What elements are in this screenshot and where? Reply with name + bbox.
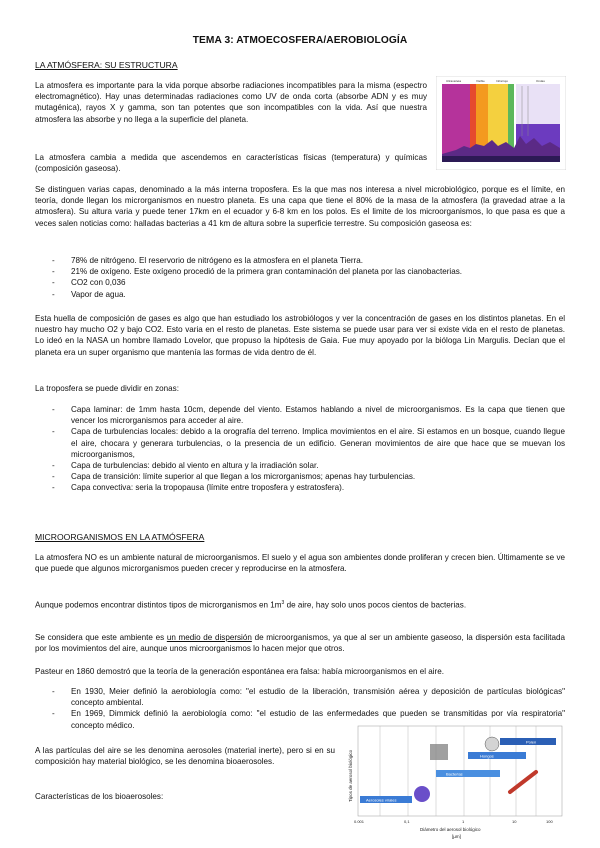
- tick-label: 100: [546, 819, 553, 824]
- spectrum-band-ir2: [508, 84, 514, 154]
- superscript: 3: [281, 600, 285, 606]
- fungi-image: [430, 744, 448, 760]
- list-item: - Capa de transición: límite superior al que llegan a los microrganismos; apenas hay turbulencias.: [35, 471, 565, 482]
- chart-ylabel: Tipos de aerosol biológico: [348, 749, 353, 802]
- text-segment: Se considera que este ambiente es: [35, 633, 167, 642]
- list-item: - En 1969, Dimmick definió la aerobiología como: "el estudio de las enfermedades que pueden se transmitidas por vía respiratoria" concepto médico.: [35, 708, 565, 730]
- paragraph-bioaerosol-characteristics: Características de los bioaerosoles:: [35, 792, 164, 801]
- paragraph-pasteur: Pasteur en 1860 demostró que la teoría de la generación espontánea era falsa: había microorganismos en el aire.: [35, 667, 444, 676]
- tick-label: 1: [462, 819, 465, 824]
- list-item: - Vapor de agua.: [35, 289, 565, 300]
- paragraph-aerosols: A las partículas del aire se les denomina aerosoles (material inerte), pero si en su composición hay material biológico, se les denomina bioaerosoles.: [35, 746, 335, 767]
- paragraph-atmosphere-changes: La atmosfera cambia a medida que ascendemos en características físicas (temperatura) y químicas (composición gaseosa).: [35, 153, 427, 174]
- spectrum-label-radio: Ondas: [536, 79, 545, 83]
- bar-label-fungi: Hongos: [480, 753, 494, 759]
- text-segment: Aunque podemos encontrar distintos tipos de microrganismos en 1m: [35, 600, 282, 610]
- paragraph-gas-footprint: Esta huella de composición de gases es algo que han estudiado los astrobiólogos y ver la concentración de gases en los distintos planetas. En el nuestro hay mucho O2 y bajo CO2. Esto varia en el resto de planetas. Este sistema se puede usar para ver si existe vida en el resto de planetas. Lo ideó en la NASA un hombre llamado Lovelor, que propuso la hipótesis de Gaia. Fue muy apoyado por la bióloga Lin Margulis. Decían que el planeta era un super organismo que mantenía las formas de vida dentro de él.: [35, 314, 565, 357]
- spectrum-band-sky: [516, 84, 560, 124]
- spectrum-band-uv: [442, 84, 470, 154]
- virus-image: [414, 786, 430, 802]
- page-title: TEMA 3: ATMOECOSFERA/AEROBIOLOGÍA: [192, 35, 408, 46]
- text-segment: de aire, hay solo unos pocos cientos de bacterias.: [284, 600, 467, 610]
- paragraph-dispersion: [35, 632, 565, 654]
- pollen-image: [485, 737, 499, 751]
- list-item: - Capa de turbulencias locales: debido a la orografía del terreno. Implica movimientos en el aire. Si estamos en un bosque, cuando llegue el aire, chocara y generara turbulencias, o la presencia de un edificio. Generan movimientos de aire que hace que se muevan los microorganismos,: [35, 426, 565, 460]
- bioaerosol-size-chart: [340, 722, 566, 842]
- underlined-term: un medio de dispersión: [166, 633, 252, 642]
- paragraph-layers: Se distinguen varias capas, denominado a la más interna troposfera. Es la que mas nos interesa a nivel microbiológico, porque es el límite, en teoría, donde llegan los microrganismos en nuestro planeta. Es una capa que tiene el 80% de la masa de la atmosfera (la gravedad atrae a la atmosfera). Su altura varia y puede tener 17km en el ecuador y 6-8 km en los polos. Es el limite de los microorganismos, lo que pasa es que a veces salen noticias como: halladas bacterias a 41 km de altura sobre la superficie terrestre. Su composición gaseosa es:: [35, 185, 565, 228]
- list-item: - Capa convectiva: seria la tropopausa (límite entre troposfera y estratosfera).: [35, 482, 565, 493]
- tick-label: 0.001: [354, 819, 365, 824]
- list-item: - Capa de turbulencias: debido al viento en altura y la irradiación solar.: [35, 460, 565, 471]
- list-item: - 21% de oxígeno. Este oxígeno procedió de la primera gran contaminación del planeta por las cianobacterias.: [35, 266, 565, 277]
- chart-xlabel-unit: [µm]: [452, 834, 461, 839]
- list-item: - En 1930, Meier definió la aerobiología como: "el estudio de la liberación, transmisión aérea y deposición de partículas biológicas" concepto ambiental.: [35, 686, 565, 708]
- zones-list: [35, 404, 565, 494]
- bar-label-pollen: Polen: [526, 739, 537, 745]
- section-heading-microorganisms: MICROORGANISMOS EN LA ATMÓSFERA: [35, 532, 205, 542]
- text-segment: de microorganismos, ya que al ser un ambiente gaseoso, la dispersión esta facilitada por los movimientos del aire, aunque unos microorganismos lo hacen mejor que otros.: [35, 633, 565, 654]
- bar-fungi: [468, 752, 526, 759]
- paragraph-radiation: La atmosfera es importante para la vida porque absorbe radiaciones incompatibles para la misma (espectro electromagnético). Hay unas determinadas radiaciones como UV de onda corta (absorbe ADN y es muy mutagénica), rayos X y gamma, son tan potentes que son incompatibles con la vida. Así que nuestra atmosfera las absorbe y no llega a la superficie del planeta.: [35, 81, 427, 124]
- composition-list: [35, 255, 565, 300]
- spectrum-band-visible: [476, 84, 488, 154]
- spectrum-label-ir: Infrarrojo: [496, 79, 509, 83]
- spectrum-label-visible: Visible: [476, 79, 485, 83]
- paragraph-bacteria-count: [35, 598, 565, 611]
- bar-label-viral-aerosols: Aerosoles virales: [366, 797, 397, 803]
- paragraph-not-natural: La atmosfera NO es un ambiente natural de microorganismos. El suelo y el agua son ambientes donde proliferan y crecen bien. Últimamente se ve que puede que algunos microrganismos pueden crecer y reproducirse en la atmosfera.: [35, 553, 565, 574]
- section-heading-structure: LA ATMÓSFERA: SU ESTRUCTURA: [35, 60, 178, 70]
- tick-label: 10: [512, 819, 517, 824]
- paragraph-troposphere-zones: La troposfera se puede dividir en zonas:: [35, 384, 179, 393]
- spectrum-label-uv: Ultravioleta: [446, 79, 462, 83]
- tick-label: 0,1: [404, 819, 410, 824]
- bar-label-bacteria: Bacterias: [446, 771, 463, 777]
- list-item: - CO2 con 0,036: [35, 277, 565, 288]
- absorption-spectrum-figure: [436, 76, 566, 170]
- chart-xlabel: Diámetro del aerosol biológico: [420, 827, 481, 832]
- spectrum-band-uv2: [470, 84, 476, 154]
- list-item: - 78% de nitrógeno. El reservorio de nitrógeno es la atmosfera en el planeta Tierra.: [35, 255, 565, 266]
- list-item: - Capa laminar: de 1mm hasta 10cm, depende del viento. Estamos hablando a nivel de microorganismos. Es la capa que tienen que vencer los microrganismos para acceder al aire.: [35, 404, 565, 426]
